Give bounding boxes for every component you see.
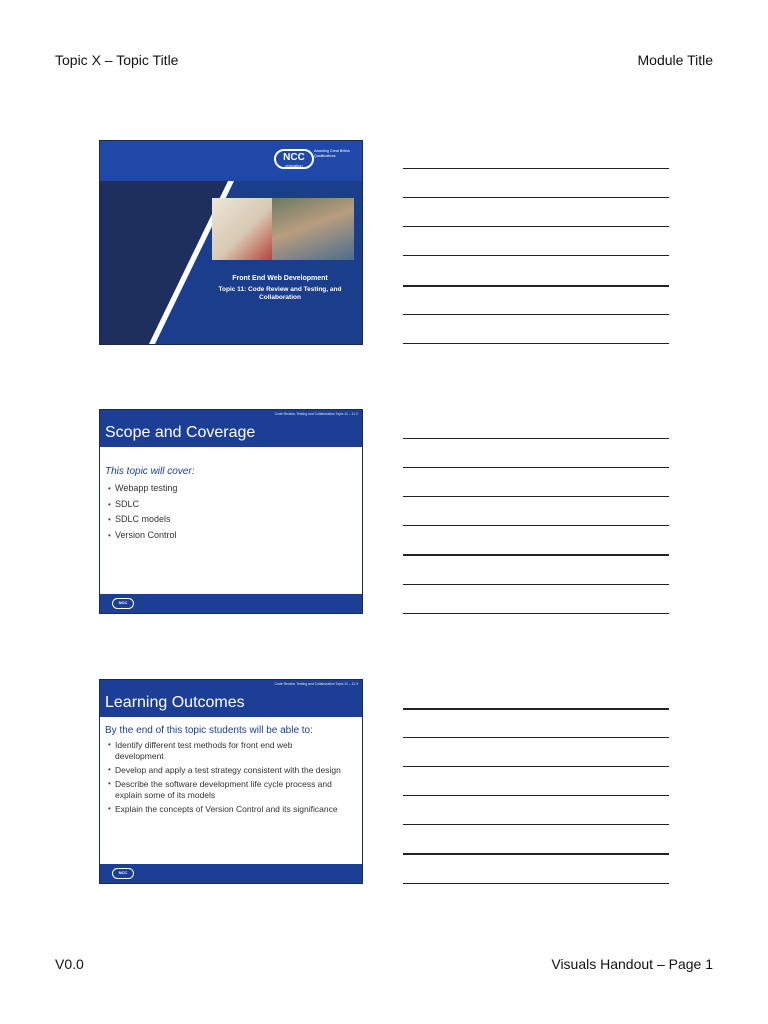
note-line <box>403 737 669 738</box>
ncc-logo-sub: education <box>285 163 303 168</box>
slide-header-bar <box>100 410 362 447</box>
logo-tagline: Awarding Great British Qualifications <box>314 149 350 158</box>
note-line <box>403 438 669 439</box>
list-item: • Webapp testing <box>105 481 194 497</box>
note-line <box>403 197 669 198</box>
note-line <box>403 853 669 855</box>
slide-breadcrumb: Code Review, Testing and Collaboration Topic 11 – 11.2 <box>274 412 358 416</box>
ncc-logo-text: NCC <box>283 152 305 163</box>
student-photo <box>212 198 272 260</box>
footer-page-number: Visuals Handout – Page 1 <box>551 956 713 972</box>
note-line <box>403 613 669 614</box>
note-line <box>403 467 669 468</box>
list-item: • SDLC models <box>105 512 194 528</box>
bullet-list <box>105 481 194 543</box>
note-line <box>403 584 669 585</box>
slide-title: Scope and Coverage <box>105 424 256 441</box>
note-line <box>403 824 669 825</box>
note-line <box>403 285 669 287</box>
ncc-logo: NCC <box>112 868 134 879</box>
note-line <box>403 795 669 796</box>
ncc-logo: NCC <box>112 598 134 609</box>
note-line <box>403 708 669 710</box>
footer-version: V0.0 <box>55 956 84 972</box>
note-line <box>403 496 669 497</box>
header-topic-title: Topic X – Topic Title <box>55 52 179 68</box>
note-line <box>403 883 669 884</box>
slide-subtitle: Topic 11: Code Review and Testing, and Collaboration <box>218 286 342 301</box>
slide-thumbnail-title <box>99 140 363 345</box>
note-line <box>403 766 669 767</box>
list-item: • SDLC <box>105 497 194 513</box>
list-item: • Develop and apply a test strategy consistent with the design <box>105 765 343 776</box>
slide-title: Front End Web Development <box>232 275 328 282</box>
note-line <box>403 343 669 344</box>
note-line <box>403 314 669 315</box>
group-photo <box>272 198 354 260</box>
slide-footer-bar <box>100 594 362 613</box>
slide-thumbnail-outcomes <box>99 679 363 884</box>
list-item: • Version Control <box>105 528 194 544</box>
slide-body <box>105 725 354 819</box>
list-item: • Describe the software development life cycle process and explain some of its models <box>105 779 343 801</box>
header-module-title: Module Title <box>637 52 713 68</box>
bullet-list <box>105 740 343 815</box>
note-line <box>403 255 669 256</box>
slide-footer-bar <box>100 864 362 883</box>
list-item: • Identify different test methods for front end web development <box>105 740 343 762</box>
note-line <box>403 168 669 169</box>
slide-intro: By the end of this topic students will be able to: <box>105 725 313 736</box>
note-line <box>403 226 669 227</box>
slide-body <box>105 466 194 543</box>
slide-thumbnail-scope <box>99 409 363 614</box>
slide-intro: This topic will cover: <box>105 466 195 477</box>
note-line <box>403 554 669 556</box>
slide-title: Learning Outcomes <box>105 694 245 711</box>
list-item: • Explain the concepts of Version Control and its significance <box>105 804 343 815</box>
note-line <box>403 525 669 526</box>
ncc-logo <box>274 149 314 169</box>
slide-header-bar <box>100 680 362 717</box>
slide-breadcrumb: Code Review, Testing and Collaboration Topic 11 – 11.3 <box>274 682 358 686</box>
